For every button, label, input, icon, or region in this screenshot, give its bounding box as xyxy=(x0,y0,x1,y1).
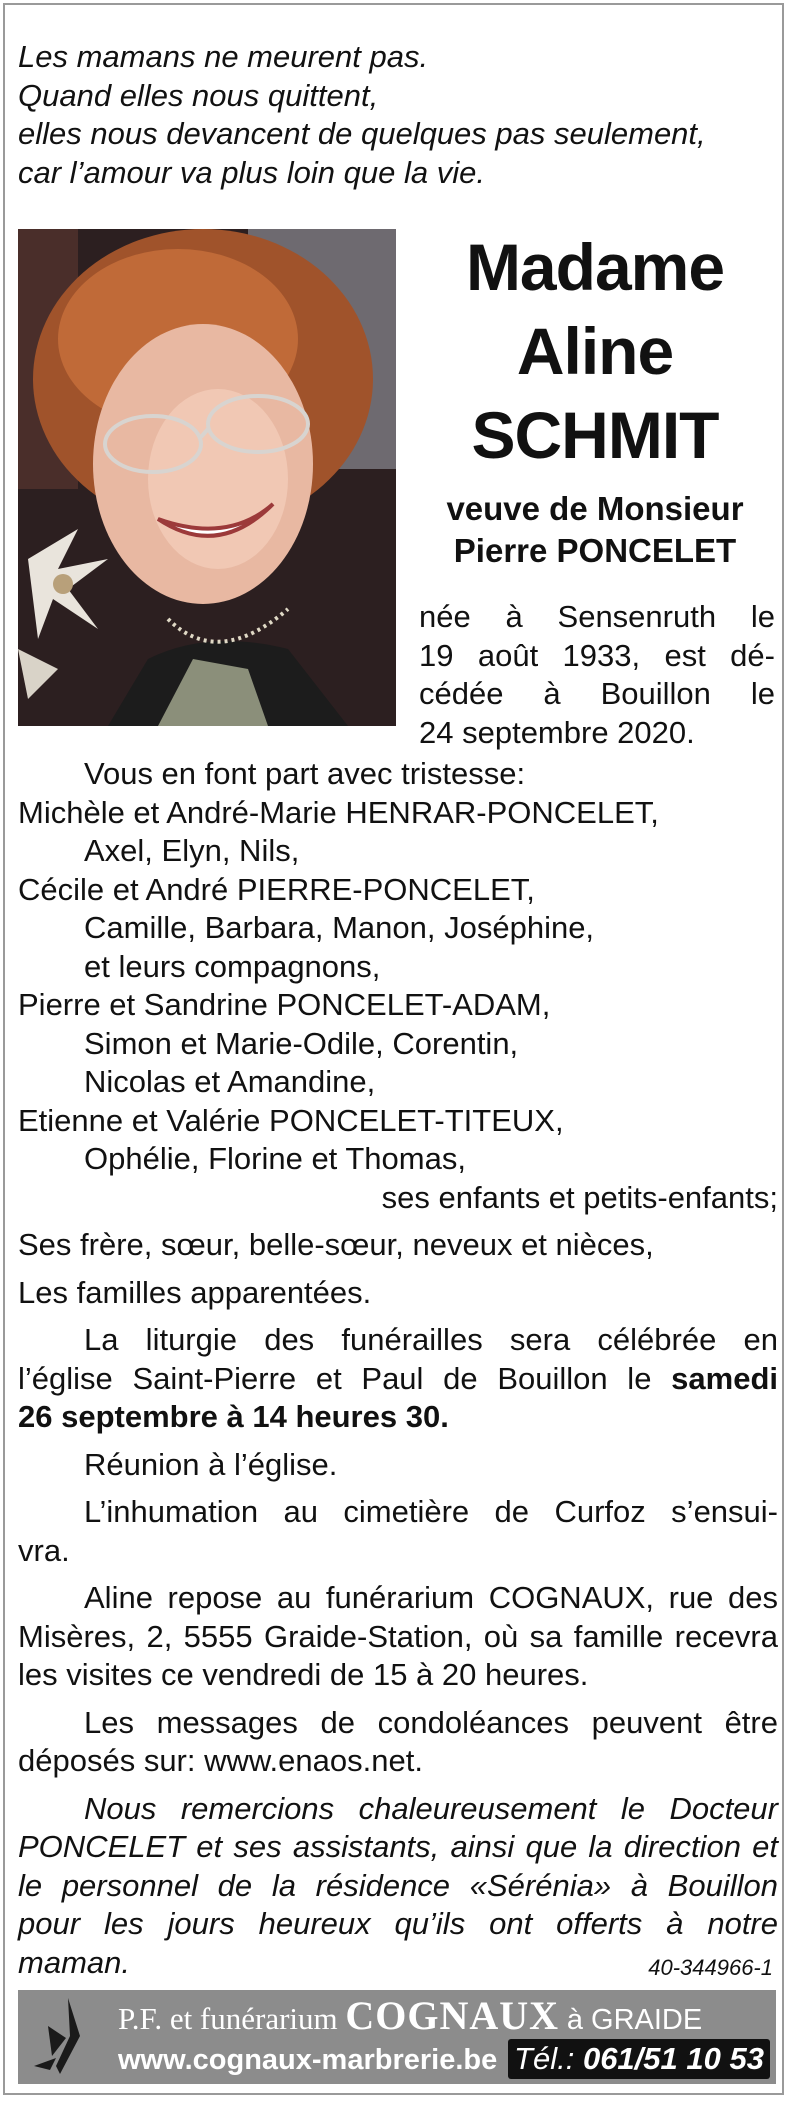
birth-line: cédée à Bouillon le xyxy=(419,676,775,711)
banner-website-link[interactable]: www.cognaux-marbrerie.be xyxy=(118,2044,498,2076)
funeral-line xyxy=(18,1360,778,1399)
poem-line: Quand elles nous quittent, xyxy=(18,77,379,113)
thanks-line: le personnel de la résidence «Sérénia» à Bouillon xyxy=(18,1867,778,1903)
burial-line: vra. xyxy=(18,1532,70,1568)
funeral-day: samedi xyxy=(671,1360,778,1396)
family-line: Nicolas et Amandine, xyxy=(84,1064,376,1099)
widow-line: veuve de Monsieur xyxy=(446,490,744,527)
quill-logo-icon xyxy=(30,1996,90,2078)
reference-number: 40-344966-1 xyxy=(648,1955,773,1980)
poem-line: car l’amour va plus loin que la vie. xyxy=(18,154,485,190)
widow-of xyxy=(405,488,785,572)
funeral-line: La liturgie des funérailles sera célébrée en xyxy=(84,1322,778,1357)
thanks-line: Nous remercions chaleureusement le Docteur xyxy=(84,1790,778,1826)
family-line: et leurs compagnons, xyxy=(84,948,381,984)
thanks-line: PONCELET et ses assistants, ainsi que la direction et xyxy=(18,1829,778,1864)
banner-title xyxy=(118,1993,758,2040)
name-last: SCHMIT xyxy=(471,398,719,472)
portrait-photo xyxy=(18,229,396,726)
funeral-text: l’église Saint-Pierre et Paul de Bouillon le xyxy=(18,1360,652,1396)
birth-line: 24 septembre 2020. xyxy=(419,714,695,750)
banner-phone[interactable] xyxy=(508,2039,770,2079)
family-line: Simon et Marie-Odile, Corentin, xyxy=(84,1025,519,1061)
announcement-body xyxy=(18,755,778,1982)
condolence-line: Les messages de condoléances peuvent être xyxy=(84,1704,778,1740)
thanks-line: pour les jours heureux qu’ils ont offerts à notre xyxy=(18,1906,778,1941)
family-line: Michèle et André-Marie HENRAR-PONCELET, xyxy=(18,794,659,830)
family-line: Etienne et Valérie PONCELET-TITEUX, xyxy=(18,1102,564,1138)
family-line: Camille, Barbara, Manon, Joséphine, xyxy=(84,910,595,945)
poem-line: Les mamans ne meurent pas. xyxy=(18,39,429,74)
phone-number: 061/51 10 53 xyxy=(582,2041,764,2076)
poem-line: elles nous devancent de quelques pas seulement, xyxy=(18,116,706,151)
funeral-home-banner xyxy=(18,1990,776,2084)
banner-company: COGNAUX xyxy=(345,1993,560,2038)
funeral-datetime xyxy=(18,1398,778,1437)
family-line: Pierre et Sandrine PONCELET-ADAM, xyxy=(18,987,551,1022)
birth-line: née à Sensenruth le xyxy=(419,599,775,634)
meeting-line: Réunion à l’église. xyxy=(84,1446,338,1482)
phone-label: Tél.: xyxy=(514,2041,575,2076)
banner-prefix: P.F. et funérarium xyxy=(118,2001,338,2036)
rest-line: les visites ce vendredi de 15 à 20 heures. xyxy=(18,1657,589,1692)
family-line: Axel, Elyn, Nils, xyxy=(84,833,300,868)
banner-suffix: à GRAIDE xyxy=(566,2004,703,2036)
thanks-line: maman. xyxy=(18,1944,130,1980)
family-others: Ses frère, sœur, belle-sœur, neveux et nièces, xyxy=(18,1227,654,1262)
deceased-name xyxy=(405,225,785,477)
burial-line: L’inhumation au cimetière de Curfoz s’ensui- xyxy=(84,1494,778,1529)
birth-death-info xyxy=(419,598,775,752)
family-intro: Vous en font part avec tristesse: xyxy=(84,756,526,791)
name-title: Madame xyxy=(465,230,725,304)
funeral-date: 26 septembre à 14 heures 30. xyxy=(18,1399,449,1434)
rest-line: Aline repose au funérarium COGNAUX, rue des xyxy=(84,1580,778,1615)
birth-line: 19 août 1933, est dé- xyxy=(419,637,775,673)
name-first: Aline xyxy=(516,314,674,388)
family-related: Les familles apparentées. xyxy=(18,1274,372,1310)
family-line: Ophélie, Florine et Thomas, xyxy=(84,1141,466,1176)
condolence-line: déposés sur: www.enaos.net. xyxy=(18,1743,423,1778)
family-line: Cécile et André PIERRE-PONCELET, xyxy=(18,871,535,907)
rest-line: Misères, 2, 5555 Graide-Station, où sa famille recevra xyxy=(18,1618,778,1654)
widow-line: Pierre PONCELET xyxy=(453,532,737,569)
family-summary: ses enfants et petits-enfants; xyxy=(381,1179,778,1215)
poem xyxy=(18,38,778,192)
